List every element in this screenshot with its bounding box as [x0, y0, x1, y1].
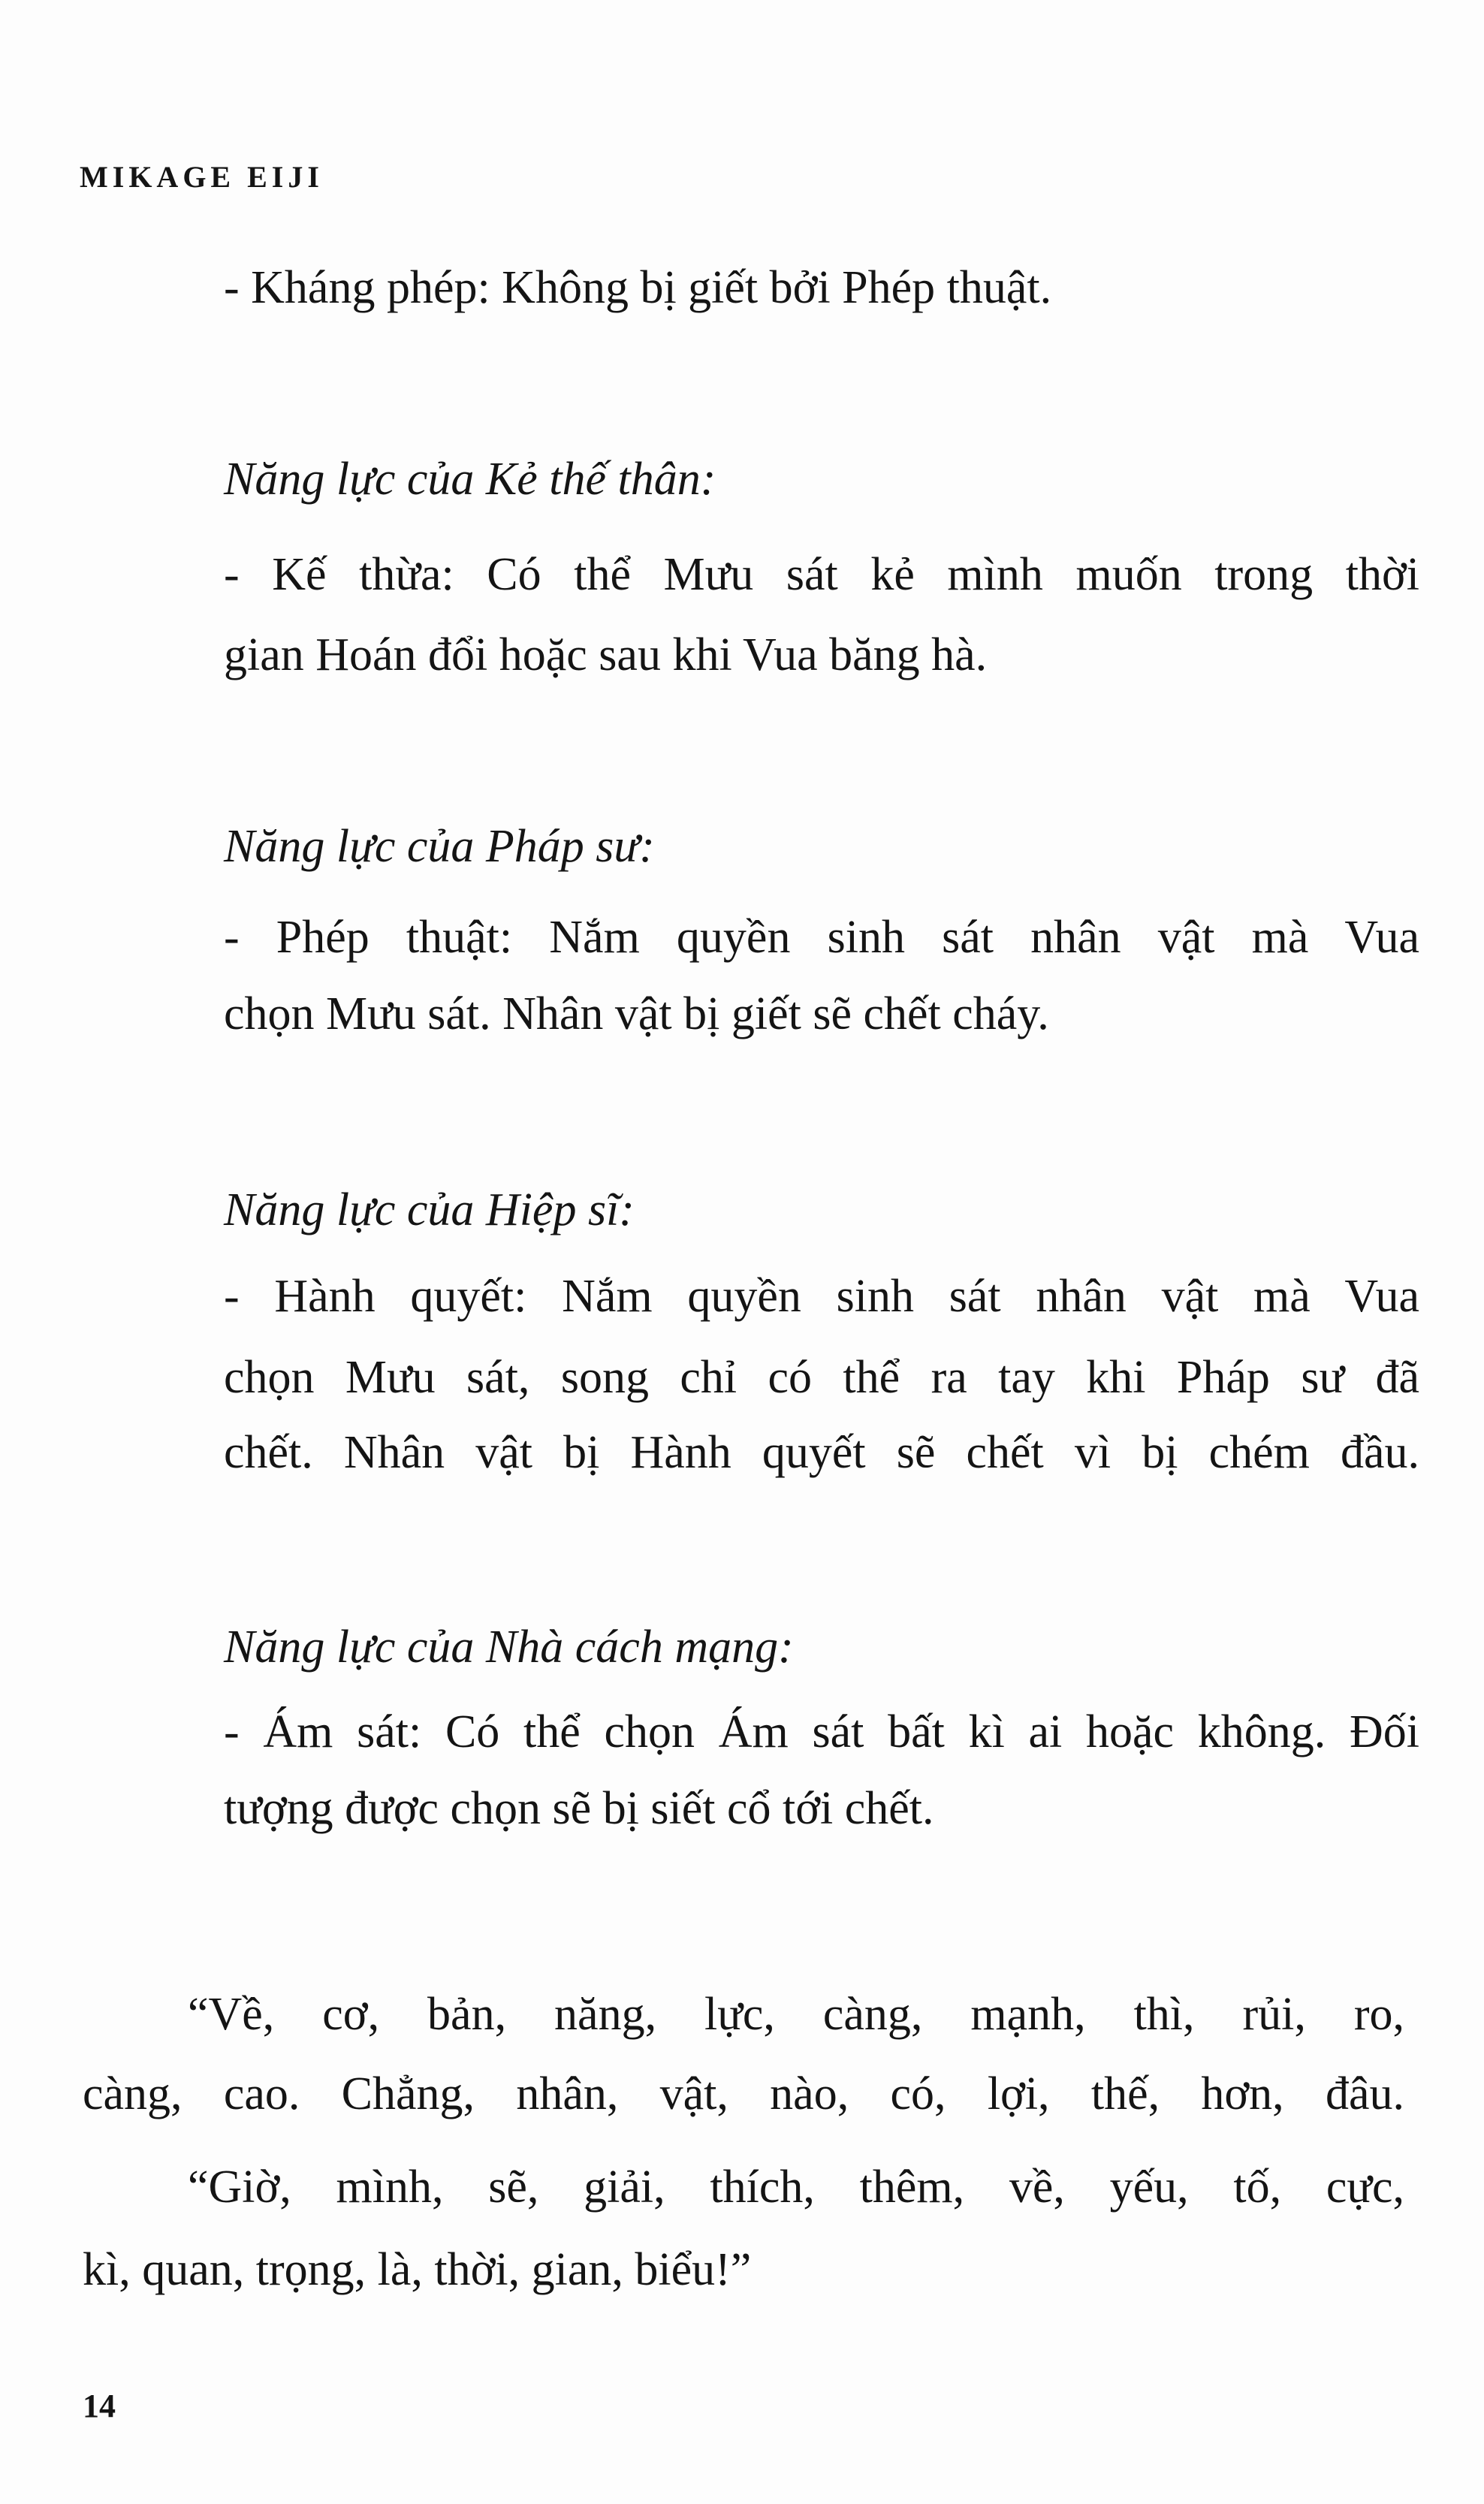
- section-heading: Năng lực của Nhà cách mạng:: [224, 1622, 794, 1673]
- text-line: chọn Mưu sát, song chỉ có thể ra tay khi Pháp sư đã: [224, 1352, 1419, 1403]
- dialogue-line: “Về, cơ, bản, năng, lực, càng, mạnh, thì, rủi, ro,: [188, 1989, 1404, 2040]
- dialogue-line: kì, quan, trọng, là, thời, gian, biểu!”: [83, 2244, 752, 2295]
- dialogue-line: càng, cao. Chẳng, nhân, vật, nào, có, lợi, thế, hơn, đâu.: [83, 2068, 1404, 2119]
- page-number: 14: [83, 2388, 116, 2424]
- section-heading: Năng lực của Pháp sư:: [224, 821, 655, 872]
- text-line: - Hành quyết: Nắm quyền sinh sát nhân vật mà Vua: [224, 1271, 1419, 1322]
- text-line: chết. Nhân vật bị Hành quyết sẽ chết vì bị chém đầu.: [224, 1427, 1419, 1478]
- dialogue-line: “Giờ, mình, sẽ, giải, thích, thêm, về, yếu, tố, cực,: [188, 2162, 1404, 2213]
- text-line: - Kế thừa: Có thể Mưu sát kẻ mình muốn trong thời: [224, 549, 1419, 600]
- text-line: tượng được chọn sẽ bị siết cổ tới chết.: [224, 1783, 934, 1834]
- text-line: gian Hoán đổi hoặc sau khi Vua băng hà.: [224, 629, 988, 680]
- section-heading: Năng lực của Hiệp sĩ:: [224, 1184, 635, 1235]
- text-line: - Ám sát: Có thể chọn Ám sát bất kì ai hoặc không. Đối: [224, 1706, 1419, 1757]
- section-heading: Năng lực của Kẻ thế thân:: [224, 454, 716, 505]
- text-line: - Kháng phép: Không bị giết bởi Phép thuật.: [224, 262, 1052, 313]
- text-line: chọn Mưu sát. Nhân vật bị giết sẽ chết cháy.: [224, 988, 1049, 1039]
- running-header: MIKAGE EIJI: [80, 160, 324, 194]
- text-line: - Phép thuật: Nắm quyền sinh sát nhân vật mà Vua: [224, 912, 1419, 963]
